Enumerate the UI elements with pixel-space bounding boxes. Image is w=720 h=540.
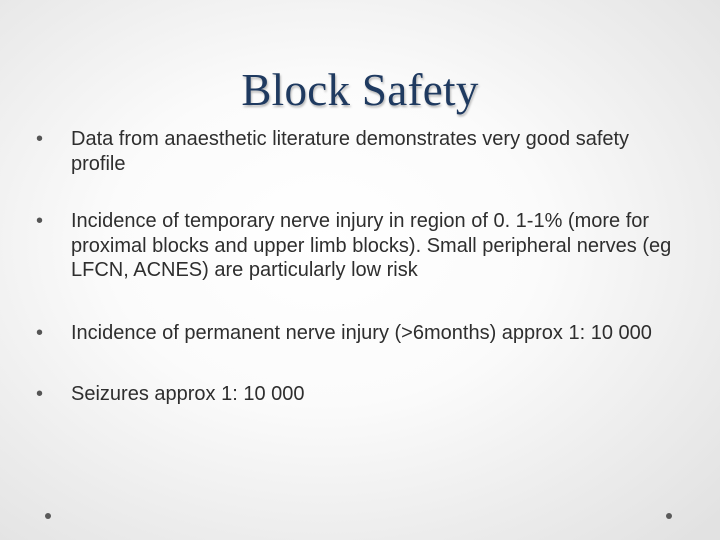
bullet-item xyxy=(36,321,686,346)
bullet-text: Seizures approx 1: 10 000 xyxy=(71,383,305,405)
bullet-item xyxy=(36,209,686,283)
slide-title xyxy=(0,64,720,116)
bullet-text: Incidence of permanent nerve injury (>6months) approx 1: 10 000 xyxy=(71,321,652,344)
decorative-dot-icon xyxy=(666,513,672,519)
bullet-dot-icon: • xyxy=(36,210,44,232)
bullet-item xyxy=(36,127,686,176)
bullet-text: Data from anaesthetic literature demonstrates very good safety profile xyxy=(71,128,630,175)
bullet-dot-icon: • xyxy=(36,321,44,344)
bullet-item xyxy=(36,382,686,407)
decorative-dot-icon xyxy=(45,513,51,519)
bullet-dot-icon: • xyxy=(36,128,44,150)
slide-title-text: Block Safety xyxy=(241,65,479,115)
bullet-list xyxy=(36,127,686,407)
bullet-text: Incidence of temporary nerve injury in region of 0. 1-1% (more for proximal blocks and upper limb blocks). Small peripheral nerves (eg LFCN, ACNES) are particularly low risk xyxy=(71,210,672,281)
bullet-dot-icon: • xyxy=(36,383,44,405)
